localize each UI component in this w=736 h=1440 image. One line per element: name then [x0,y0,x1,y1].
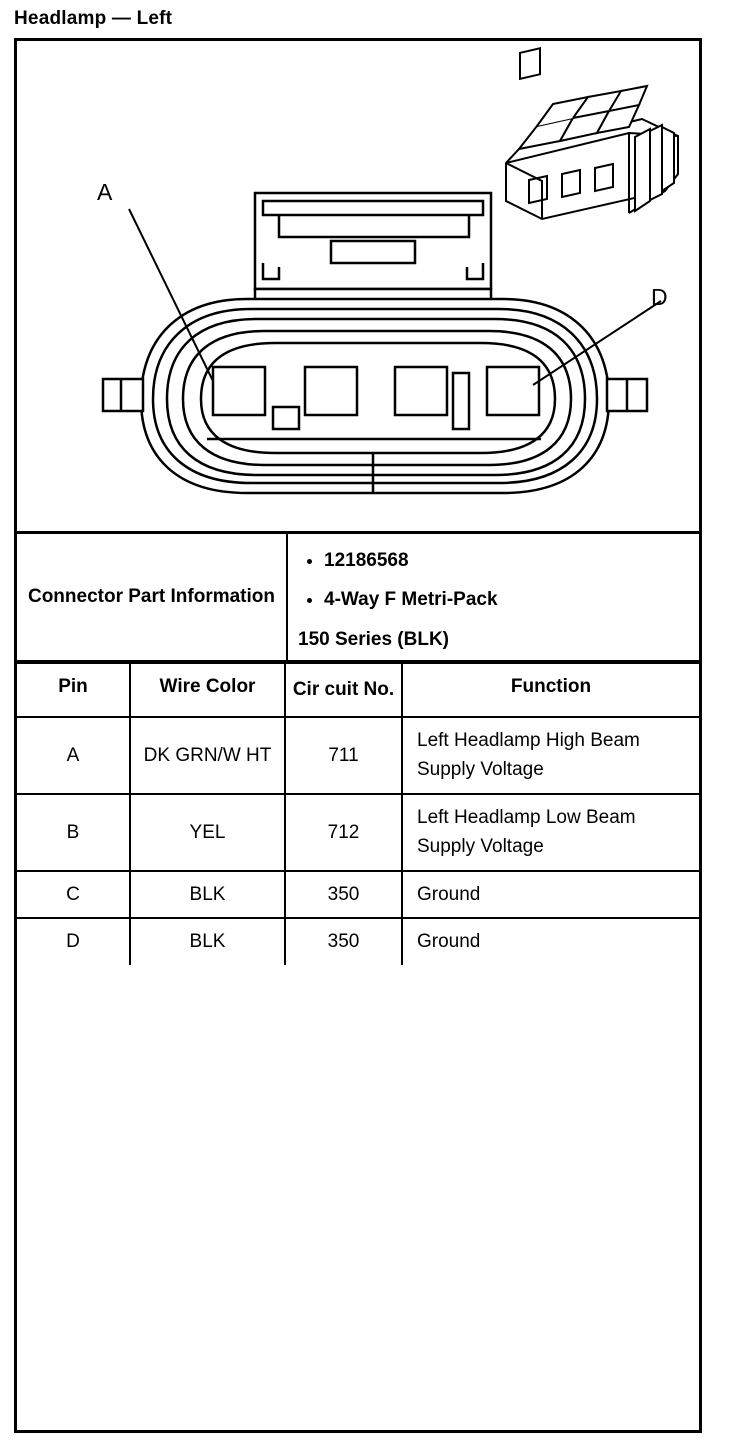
cell-circuit-no: 711 [285,717,402,794]
column-header-circuit-no: Cir cuit No. [285,663,402,717]
cell-wire-color: YEL [130,794,285,871]
pin-table-body [17,717,699,965]
cell-wire-color: BLK [130,918,285,964]
connector-series-text: 150 Series (BLK) [298,628,450,650]
table-row [17,717,699,794]
connector-drawing [17,41,699,531]
connector-illustration [17,41,699,534]
table-row [17,534,699,661]
cell-function: Ground [402,918,699,964]
pin-table-header [17,663,699,717]
callout-label-d: D [651,284,668,310]
cell-pin: C [17,871,130,918]
column-header-wire-color: Wire Color [130,663,285,717]
cell-pin: D [17,918,130,964]
column-header-function: Function [402,663,699,717]
list-item: • 12186568 [324,546,689,575]
cell-wire-color: DK GRN/W HT [130,717,285,794]
cell-function: Ground [402,871,699,918]
list-item: • 4-Way F Metri-Pack [324,585,689,614]
callout-label-a: A [97,179,113,205]
cell-pin: B [17,794,130,871]
cell-wire-color: BLK [130,871,285,918]
connector-part-information-table [17,534,699,662]
page-title: Headlamp — Left [14,8,173,29]
table-row [17,794,699,871]
cell-function: Left Headlamp Low Beam Supply Voltage [402,794,699,871]
cell-circuit-no: 712 [285,794,402,871]
connector-part-bullets [298,546,689,615]
connector-info-frame [14,38,702,1433]
connector-part-information-value [287,534,699,661]
cell-function: Left Headlamp High Beam Supply Voltage [402,717,699,794]
table-row [17,871,699,918]
cell-pin: A [17,717,130,794]
cell-circuit-no: 350 [285,918,402,964]
table-row [17,663,699,717]
pin-table [17,662,699,964]
connector-part-information-label: Connector Part Information [17,534,287,661]
column-header-pin: Pin [17,663,130,717]
table-row [17,918,699,964]
cell-circuit-no: 350 [285,871,402,918]
